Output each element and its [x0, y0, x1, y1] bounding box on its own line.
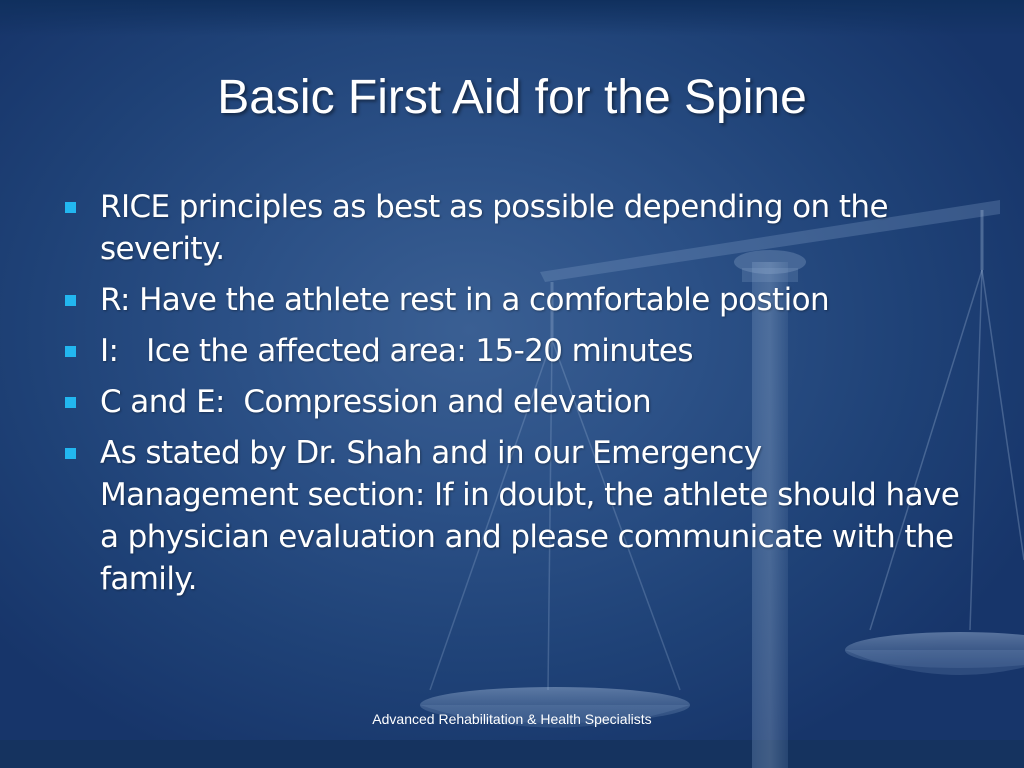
slide-footer: Advanced Rehabilitation & Health Specialists	[372, 711, 652, 727]
bullet-item	[62, 279, 962, 321]
bullet-text: I: Ice the affected area: 15-20 minutes	[100, 333, 693, 369]
bullet-text: RICE principles as best as possible depending on the severity.	[100, 189, 888, 267]
square-bullet-icon	[65, 448, 76, 459]
square-bullet-icon	[65, 346, 76, 357]
bullet-text: R: Have the athlete rest in a comfortable postion	[100, 282, 829, 318]
bullet-text: As stated by Dr. Shah and in our Emergency Management section: If in doubt, the athlete should have a physician evaluation and please communicate with the family.	[100, 435, 960, 597]
square-bullet-icon	[65, 397, 76, 408]
bullet-list	[62, 186, 962, 609]
slide-title: Basic First Aid for the Spine	[217, 71, 807, 124]
bullet-item	[62, 186, 962, 270]
square-bullet-icon	[65, 295, 76, 306]
bullet-item	[62, 381, 962, 423]
bullet-text: C and E: Compression and elevation	[100, 384, 652, 420]
bullet-item	[62, 432, 962, 600]
bullet-item	[62, 330, 962, 372]
square-bullet-icon	[65, 202, 76, 213]
